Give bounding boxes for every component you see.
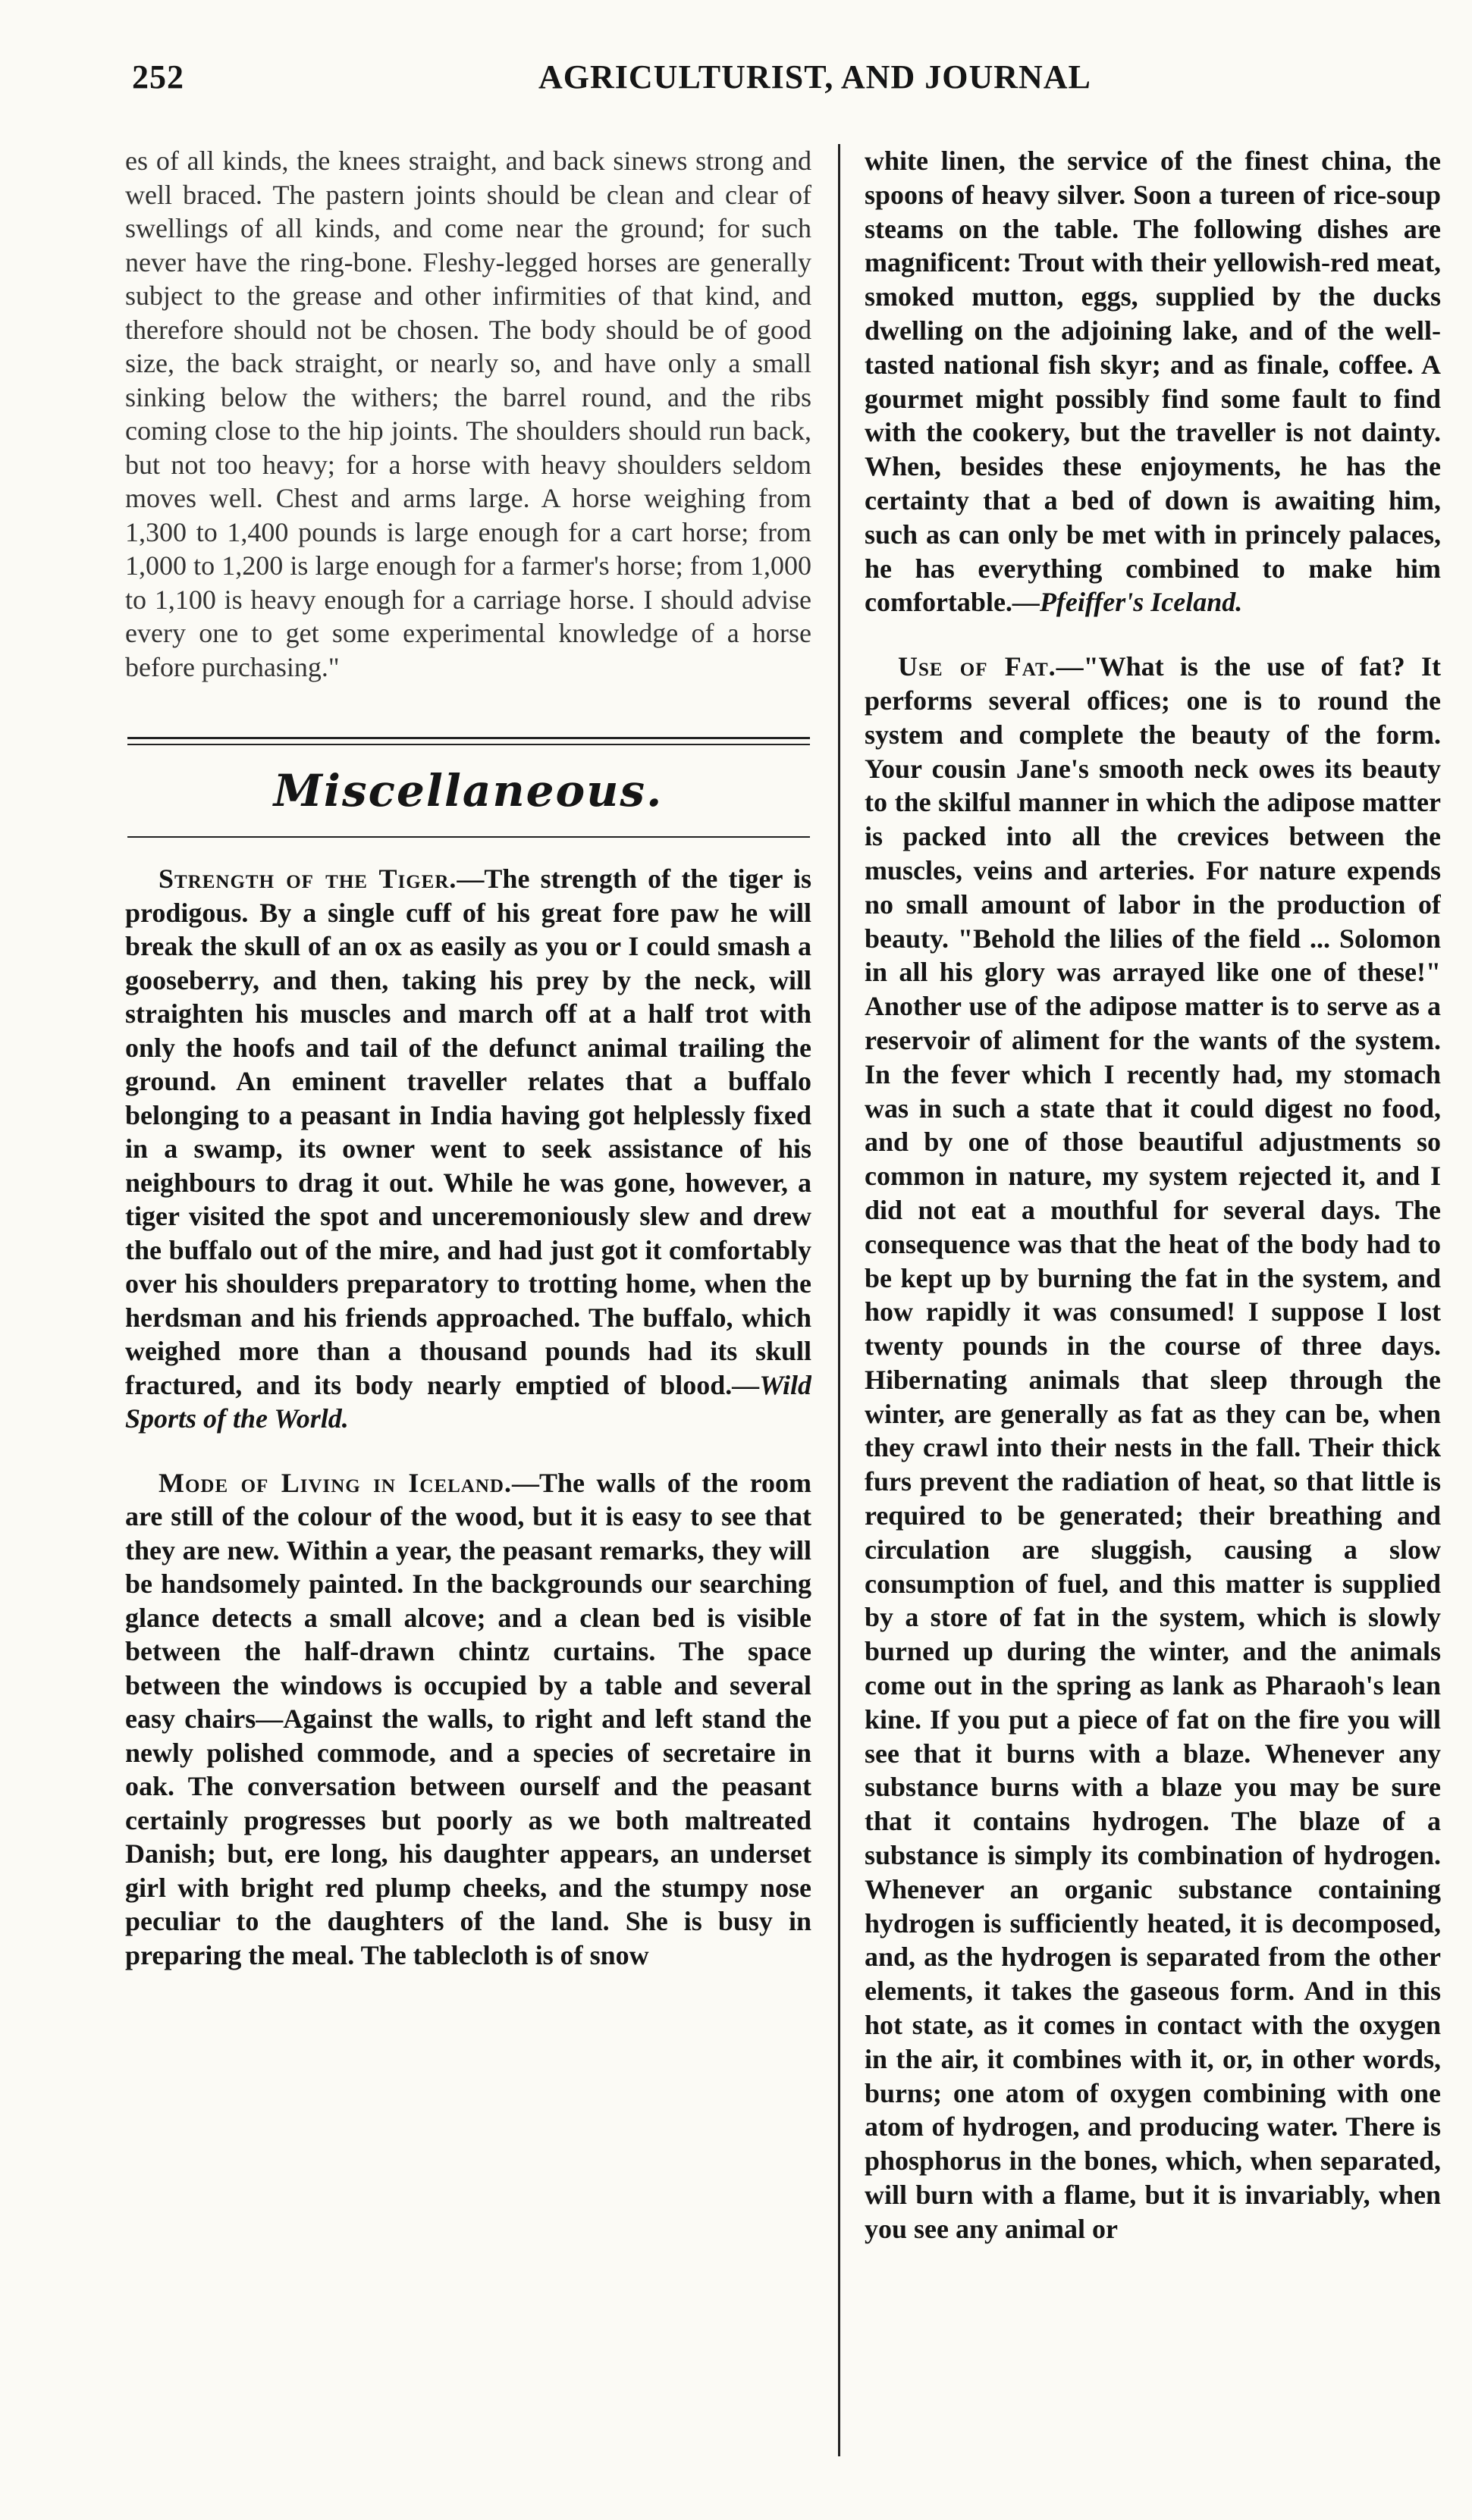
iceland-article-title: Mode of Living in Iceland. xyxy=(158,1467,512,1498)
fat-article-title: Use of Fat. xyxy=(898,651,1056,682)
tiger-article-title: Strength of the Tiger. xyxy=(158,864,457,894)
horse-article-continuation: es of all kinds, the knees straight, and back sinews strong and well braced. The pastern joints should be clean and clear of swellings of all kinds, and come near the ground; for such never have the ring-bone. Fleshy-legged horses are generally subject to the grease and other infirmities of that kind, and therefore should not be chosen. The body should be of good size, the back straight, or nearly so, and have only a small sinking below the withers; the barrel round, and the ribs coming close to the hip joints. The shoulders should run back, but not too heavy; for a horse with heavy shoulders seldom moves well. Chest and arms large. A horse weighing from 1,300 to 1,400 pounds is large enough for a cart horse; from 1,000 to 1,200 is large enough for a farmer's horse; from 1,000 to 1,100 is heavy enough for a carriage horse. I should advise every one to get some experimental knowledge of a horse before purchasing." xyxy=(125,146,811,682)
fat-article xyxy=(865,650,1441,2246)
section-break xyxy=(125,737,811,838)
page-number: 252 xyxy=(132,58,184,96)
fat-article-body: —"What is the use of fat? It performs several offices; one is to round the system and complete the beauty of the form. Your cousin Jane's smooth neck owes its beauty to the skilful manner in which the adipose matter is packed into all the crevices between the muscles, veins and arteries. For nature expends no small amount of labor in the production of beauty. "Behold the lilies of the field ... Solomon in all his glory was arrayed like one of these!" Another use of the adipose matter is to serve as a reservoir of aliment for the wants of the system. In the fever which I recently had, my stomach was in such a state that it could digest no food, and by one of those beautiful adjustments so common in nature, my system rejected it, and I did not eat a mouthful for several days. The consequence was that the heat of the body had to be kept up by burning the fat in the system, and how rapidly it was consumed! I suppose I lost twenty pounds in the course of three days. Hibernating animals that sleep through the winter, are generally as fat as they can be, when they crawl into their nests in the fall. Their thick furs prevent the radiation of heat, so that little is required to be generated; their breathing and circulation are sluggish, causing a slow consumption of fuel, and this matter is supplied by a store of fat in the system, which is slowly burned up during the winter, and the animals come out in the spring as lank as Pharaoh's lean kine. If you put a piece of fat on the fire you will see that it burns with a blaze. Whenever any substance burns with a blaze you may be sure that it contains hydrogen. The blaze of a substance is simply its combination of hydrogen. Whenever an organic substance containing hydrogen is sufficiently heated, it is decomposed, and, as the hydrogen is separated from the other elements, it takes the gaseous form. And in this hot state, as it comes in contact with the oxygen in the air, it combines with it, or, in other words, burns; one atom of oxygen combining with one atom of hydrogen, and producing water. There is phosphorus in the bones, which, when separated, will burn with a flame, but it is invariably, when you see any animal or xyxy=(865,651,1441,2244)
tiger-article xyxy=(125,862,811,1436)
left-column xyxy=(125,144,811,2479)
iceland-article-body: —The walls of the room are still of the colour of the wood, but it is easy to see that they are new. Within a year, the peasant remarks, they will be handsomely painted. In the backgrounds our searching glance detects a small alcove; and a clean bed is visible between the half-drawn chintz curtains. The space between the windows is occupied by a table and several easy chairs—Against the walls, to right and left stand the newly polished commode, and a species of secretaire in oak. The conversation between ourself and the peasant certainly progresses but poorly as we both maltreated Danish; but, ere long, his daughter appears, an underset girl with bright red plump cheeks, and the stumpy nose peculiar to the daughters of the land. She is busy in preparing the meal. The tablecloth is of snow xyxy=(125,1467,811,1970)
section-heading: Miscellaneous. xyxy=(273,765,664,816)
right-column xyxy=(865,144,1441,2479)
article-spacer xyxy=(125,1436,811,1466)
tiger-article-source: —Wild Sports of the World. xyxy=(125,1369,811,1434)
page-header xyxy=(114,53,1448,114)
tiger-article-body: —The strength of the tiger is prodigous. By a single cuff of his great fore paw he will break the skull of an ox as easily as you or I could smash a gooseberry, and then, taking his prey by the neck, will straighten his muscles and march off at a half trot with only the hoofs and tail of the defunct animal trailing the ground. An eminent traveller relates that a buffalo belonging to a peasant in India having got helplessly fixed in a swamp, its owner went to seek assistance of his neighbours to drag it out. While he was gone, however, a tiger visited the spot and unceremoniously slew and drew the buffalo out of the mire, and had just got it comfortably over his shoulders preparatory to trotting home, when the herdsman and his friends approached. The buffalo, which weighed more than a thousand pounds had its skull fractured, and its body nearly emptied of blood. xyxy=(125,864,811,1400)
column-divider xyxy=(838,144,840,2456)
iceland-continued-body: white linen, the service of the finest china, the spoons of heavy silver. Soon a tureen of rice-soup steams on the table. The following dishes are magnificent: Trout with their yellowish-red meat, smoked mutton, eggs, supplied by the ducks dwelling on the adjoining lake, and of the well-tasted national fish skyr; and as finale, coffee. A gourmet might possibly find some fault to find with the cookery, but the traveller is not dainty. When, besides these enjoyments, he has the certainty that a bed of down is awaiting him, such as can only be met with in princely palaces, he has everything combined to make him comfortable. xyxy=(865,146,1441,618)
double-rule xyxy=(127,737,810,745)
running-title: AGRICULTURIST, AND JOURNAL xyxy=(538,58,1091,96)
single-rule xyxy=(127,836,810,838)
article-spacer xyxy=(865,619,1441,650)
iceland-article-source: —Pfeiffer's Iceland. xyxy=(1012,587,1243,618)
iceland-article-continued xyxy=(865,144,1441,619)
iceland-article xyxy=(125,1466,811,1973)
